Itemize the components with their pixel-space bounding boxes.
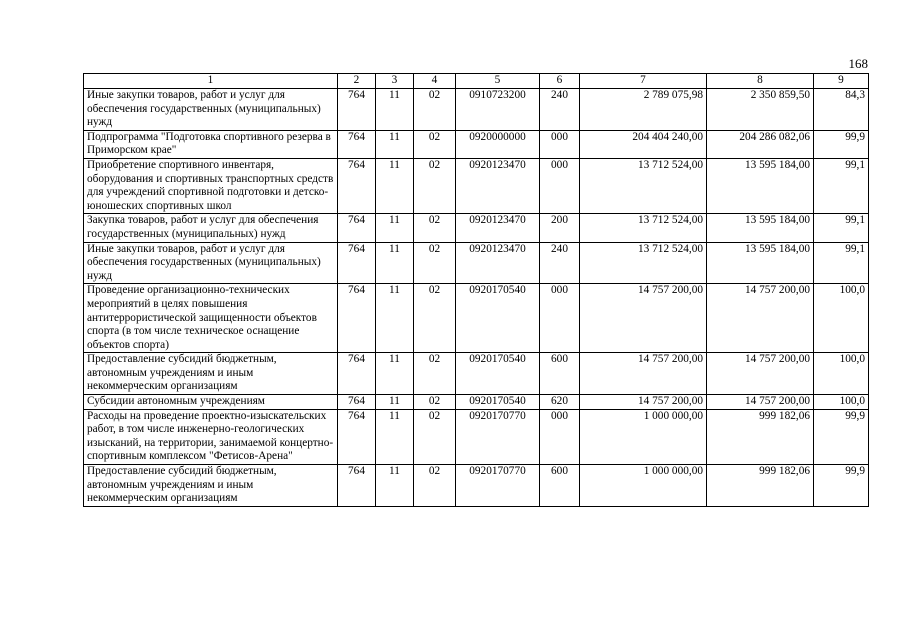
table-row — [84, 284, 869, 353]
target-article-cell: 0920170540 — [456, 353, 540, 395]
header-row — [84, 74, 869, 89]
expense-type-cell: 000 — [540, 284, 580, 353]
column-header: 7 — [580, 74, 707, 89]
section-code-cell: 11 — [376, 409, 414, 464]
planned-amount-cell: 13 712 524,00 — [580, 158, 707, 213]
percent-cell: 99,9 — [814, 465, 869, 507]
column-header: 9 — [814, 74, 869, 89]
executed-amount-cell: 13 595 184,00 — [707, 158, 814, 213]
planned-amount-cell: 204 404 240,00 — [580, 130, 707, 158]
column-header: 6 — [540, 74, 580, 89]
percent-cell: 100,0 — [814, 353, 869, 395]
percent-cell: 99,9 — [814, 130, 869, 158]
section-code-cell: 11 — [376, 353, 414, 395]
column-header: 2 — [338, 74, 376, 89]
table-row — [84, 242, 869, 284]
expense-name-cell: Предоставление субсидий бюджетным, автономным учреждениям и иным некоммерческим организациям — [84, 353, 338, 395]
target-article-cell: 0920170770 — [456, 409, 540, 464]
column-header: 3 — [376, 74, 414, 89]
budget-table — [83, 73, 869, 507]
planned-amount-cell: 14 757 200,00 — [580, 284, 707, 353]
executed-amount-cell: 13 595 184,00 — [707, 242, 814, 284]
expense-name-cell: Закупка товаров, работ и услуг для обеспечения государственных (муниципальных) нужд — [84, 214, 338, 242]
expense-type-cell: 620 — [540, 395, 580, 410]
planned-amount-cell: 13 712 524,00 — [580, 214, 707, 242]
executed-amount-cell: 999 182,06 — [707, 409, 814, 464]
percent-cell: 99,9 — [814, 409, 869, 464]
executed-amount-cell: 13 595 184,00 — [707, 214, 814, 242]
percent-cell: 99,1 — [814, 214, 869, 242]
expense-name-cell: Приобретение спортивного инвентаря, оборудования и спортивных транспортных средств для учреждений спортивной подготовки и детско-юношеских спортивных школ — [84, 158, 338, 213]
planned-amount-cell: 1 000 000,00 — [580, 465, 707, 507]
ministry-code-cell: 764 — [338, 214, 376, 242]
ministry-code-cell: 764 — [338, 89, 376, 131]
executed-amount-cell: 14 757 200,00 — [707, 395, 814, 410]
percent-cell: 100,0 — [814, 284, 869, 353]
subsection-code-cell: 02 — [414, 465, 456, 507]
subsection-code-cell: 02 — [414, 353, 456, 395]
planned-amount-cell: 14 757 200,00 — [580, 353, 707, 395]
ministry-code-cell: 764 — [338, 409, 376, 464]
subsection-code-cell: 02 — [414, 395, 456, 410]
ministry-code-cell: 764 — [338, 465, 376, 507]
section-code-cell: 11 — [376, 465, 414, 507]
percent-cell: 99,1 — [814, 158, 869, 213]
expense-type-cell: 000 — [540, 409, 580, 464]
target-article-cell: 0920123470 — [456, 242, 540, 284]
table-row — [84, 395, 869, 410]
section-code-cell: 11 — [376, 284, 414, 353]
executed-amount-cell: 14 757 200,00 — [707, 353, 814, 395]
subsection-code-cell: 02 — [414, 214, 456, 242]
expense-name-cell: Иные закупки товаров, работ и услуг для обеспечения государственных (муниципальных) нужд — [84, 242, 338, 284]
ministry-code-cell: 764 — [338, 284, 376, 353]
percent-cell: 99,1 — [814, 242, 869, 284]
executed-amount-cell: 999 182,06 — [707, 465, 814, 507]
target-article-cell: 0920000000 — [456, 130, 540, 158]
ministry-code-cell: 764 — [338, 353, 376, 395]
table-row — [84, 89, 869, 131]
planned-amount-cell: 2 789 075,98 — [580, 89, 707, 131]
column-header: 8 — [707, 74, 814, 89]
subsection-code-cell: 02 — [414, 130, 456, 158]
table-row — [84, 409, 869, 464]
expense-type-cell: 600 — [540, 353, 580, 395]
table-row — [84, 214, 869, 242]
table-row — [84, 130, 869, 158]
target-article-cell: 0920170540 — [456, 395, 540, 410]
table-row — [84, 465, 869, 507]
executed-amount-cell: 204 286 082,06 — [707, 130, 814, 158]
page-number: 168 — [848, 56, 868, 71]
expense-type-cell: 200 — [540, 214, 580, 242]
executed-amount-cell: 2 350 859,50 — [707, 89, 814, 131]
target-article-cell: 0910723200 — [456, 89, 540, 131]
section-code-cell: 11 — [376, 158, 414, 213]
planned-amount-cell: 14 757 200,00 — [580, 395, 707, 410]
table-row — [84, 158, 869, 213]
expense-type-cell: 240 — [540, 242, 580, 284]
column-header: 5 — [456, 74, 540, 89]
target-article-cell: 0920123470 — [456, 158, 540, 213]
subsection-code-cell: 02 — [414, 284, 456, 353]
section-code-cell: 11 — [376, 89, 414, 131]
percent-cell: 100,0 — [814, 395, 869, 410]
expense-type-cell: 000 — [540, 158, 580, 213]
ministry-code-cell: 764 — [338, 158, 376, 213]
expense-type-cell: 600 — [540, 465, 580, 507]
expense-name-cell: Проведение организационно-технических мероприятий в целях повышения антитеррористической защищенности объектов спорта (в том числе техническое оснащение объектов спорта) — [84, 284, 338, 353]
expense-name-cell: Иные закупки товаров, работ и услуг для обеспечения государственных (муниципальных) нужд — [84, 89, 338, 131]
expense-name-cell: Предоставление субсидий бюджетным, автономным учреждениям и иным некоммерческим организациям — [84, 465, 338, 507]
ministry-code-cell: 764 — [338, 242, 376, 284]
subsection-code-cell: 02 — [414, 89, 456, 131]
ministry-code-cell: 764 — [338, 130, 376, 158]
section-code-cell: 11 — [376, 130, 414, 158]
section-code-cell: 11 — [376, 395, 414, 410]
ministry-code-cell: 764 — [338, 395, 376, 410]
subsection-code-cell: 02 — [414, 409, 456, 464]
subsection-code-cell: 02 — [414, 242, 456, 284]
table-row — [84, 353, 869, 395]
section-code-cell: 11 — [376, 242, 414, 284]
planned-amount-cell: 13 712 524,00 — [580, 242, 707, 284]
column-header: 1 — [84, 74, 338, 89]
expense-type-cell: 000 — [540, 130, 580, 158]
target-article-cell: 0920170540 — [456, 284, 540, 353]
target-article-cell: 0920123470 — [456, 214, 540, 242]
target-article-cell: 0920170770 — [456, 465, 540, 507]
expense-name-cell: Расходы на проведение проектно-изыскательских работ, в том числе инженерно-геологических изысканий, на территории, занимаемой концертно-спортивным комплексом "Фетисов-Арена" — [84, 409, 338, 464]
planned-amount-cell: 1 000 000,00 — [580, 409, 707, 464]
expense-name-cell: Субсидии автономным учреждениям — [84, 395, 338, 410]
section-code-cell: 11 — [376, 214, 414, 242]
column-header: 4 — [414, 74, 456, 89]
expense-type-cell: 240 — [540, 89, 580, 131]
percent-cell: 84,3 — [814, 89, 869, 131]
subsection-code-cell: 02 — [414, 158, 456, 213]
executed-amount-cell: 14 757 200,00 — [707, 284, 814, 353]
expense-name-cell: Подпрограмма "Подготовка спортивного резерва в Приморском крае" — [84, 130, 338, 158]
